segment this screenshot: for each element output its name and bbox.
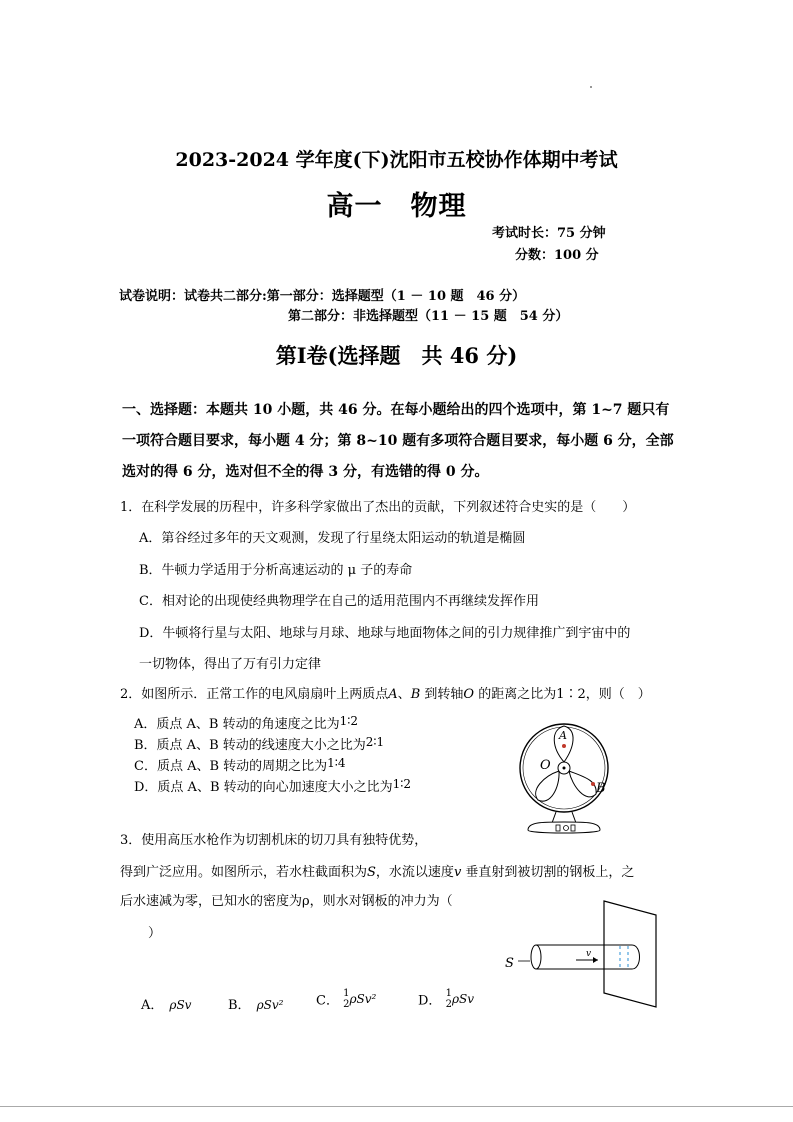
q3-option-d (418, 988, 474, 1010)
q3-option-a-expr: ρSv (169, 998, 192, 1012)
q3-var-rho: ρ (302, 894, 310, 909)
description-line-2: 第二部分：非选择题型（11 － 15 题 54 分） (288, 309, 569, 324)
q3-line-1: 3．使用高压水枪作为切割机床的切刀具有独特优势， (120, 833, 428, 848)
q3-var-s: S (367, 865, 376, 880)
q3-option-c (316, 988, 376, 1010)
description-line-1: 试卷说明：试卷共二部分:第一部分：选择题型（1 － 10 题 46 分） (119, 289, 526, 304)
q3-line-3-b: ，则水对钢板的冲力为（ (309, 894, 453, 909)
q3-option-c-numerator: 1 (343, 988, 350, 999)
q2-option-c (134, 755, 346, 774)
q3-line-2 (120, 861, 634, 880)
fan-label-b: B (596, 781, 606, 796)
q1-option-c: C．相对论的出现使经典物理学在自己的适用范围内不再继续发挥作用 (139, 594, 539, 609)
q3-line-4: ） (148, 926, 162, 941)
q3-line-2-c: 垂直射到被切割的钢板上，之 (461, 865, 635, 880)
q3-option-b-expr: ρSv² (256, 998, 284, 1012)
q2-option-a (134, 713, 358, 732)
q2-stem-start: 2．如图所示．正常工作的电风扇扇叶上两质点 (120, 687, 389, 702)
q3-option-b-label: B． (228, 998, 251, 1013)
q1-option-d-line2: 一切物体，得出了万有引力定律 (139, 657, 322, 672)
jet-label-v: v (586, 949, 592, 959)
q3-option-d-expr: ρSv (451, 992, 475, 1006)
q3-option-a-label: A． (141, 998, 164, 1013)
q3-option-d-label: D． (418, 993, 442, 1009)
q3-option-b (228, 994, 283, 1013)
q2-option-d-text: D．质点 A、B 转动的向心加速度大小之比为 (134, 780, 393, 795)
section-intro: 一、选择题：本题共 10 小题，共 46 分。在每小题给出的四个选项中，第 1~7 题只有一项符合题目要求，每小题 4 分；第 8~10 题有多项符合题目要求，每小题 6 分，全部选对的得 6 分，选对但不全的得 3 分，有选错的得 0 分。 (122, 402, 674, 480)
q2-stem-mid: 到转轴 (420, 687, 464, 702)
q3-line-2-a: 得到广泛应用。如图所示，若水柱截面积为 (120, 865, 368, 880)
fan-label-o: O (540, 758, 551, 773)
q3-option-c-expr: ρSv² (349, 992, 377, 1006)
q2-option-c-text: C．质点 A、B 转动的周期之比为 (134, 759, 328, 774)
exam-title: 2023-2024 学年度(下)沈阳市五校协作体期中考试 (175, 149, 618, 171)
q2-option-a-text: A．质点 A、B 转动的角速度之比为 (134, 717, 340, 732)
q2-option-c-value: 1∶4 (327, 756, 346, 770)
corner-dot (590, 86, 592, 88)
q2-option-d (134, 776, 411, 795)
q2-option-b-text: B．质点 A、B 转动的线速度大小之比为 (134, 738, 366, 753)
q3-option-d-denominator: 2 (445, 999, 452, 1010)
water-jet-figure (500, 898, 665, 1010)
q1-option-d-line1: D．牛顿将行星与太阳、地球与月球、地球与地面物体之间的引力规律推广到宇宙中的 (139, 626, 631, 641)
q3-var-v: v (453, 865, 462, 880)
q2-option-b-value: 2∶1 (365, 735, 385, 749)
q3-option-c-denominator: 2 (343, 999, 350, 1010)
jet-label-s: S (505, 956, 514, 971)
q3-line-2-b: ，水流以速度 (375, 865, 454, 880)
q3-option-d-numerator: 1 (445, 988, 452, 999)
q2-stem (120, 683, 651, 702)
q3-option-c-label: C． (316, 993, 339, 1009)
fan-label-a: A (559, 729, 567, 742)
page-bottom-divider (0, 1106, 793, 1107)
q2-option-d-value: 1∶2 (392, 777, 412, 791)
q2-point-a: A (388, 687, 398, 702)
grade-label: 高一 (326, 191, 383, 222)
q3-line-3-a: 后水速减为零，已知水的密度为 (120, 894, 303, 909)
subject-title (0, 184, 793, 223)
exam-score: 分数：100 分 (515, 248, 599, 263)
subject-label: 物理 (410, 191, 467, 222)
q1-stem: 1．在科学发展的历程中，许多科学家做出了杰出的贡献，下列叙述符合史实的是（ ） (120, 500, 636, 515)
q2-option-a-value: 1∶2 (339, 714, 359, 728)
q2-stem-end: 的距离之比为1∶2，则（ ） (474, 687, 651, 702)
q3-option-a (141, 994, 191, 1013)
q1-option-a: A．第谷经过多年的天文观测，发现了行星绕太阳运动的轨道是椭圆 (139, 531, 526, 546)
q2-point-o: O (463, 687, 475, 702)
q2-point-b: B (410, 687, 421, 702)
part-title: 第Ⅰ卷(选择题 共 46 分) (275, 343, 518, 368)
exam-duration: 考试时长：75 分钟 (492, 226, 606, 241)
q2-option-b (134, 734, 384, 753)
q1-option-b: B．牛顿力学适用于分析高速运动的 μ 子的寿命 (139, 563, 413, 578)
q3-line-3 (120, 890, 453, 909)
q2-sep: 、 (397, 687, 411, 702)
